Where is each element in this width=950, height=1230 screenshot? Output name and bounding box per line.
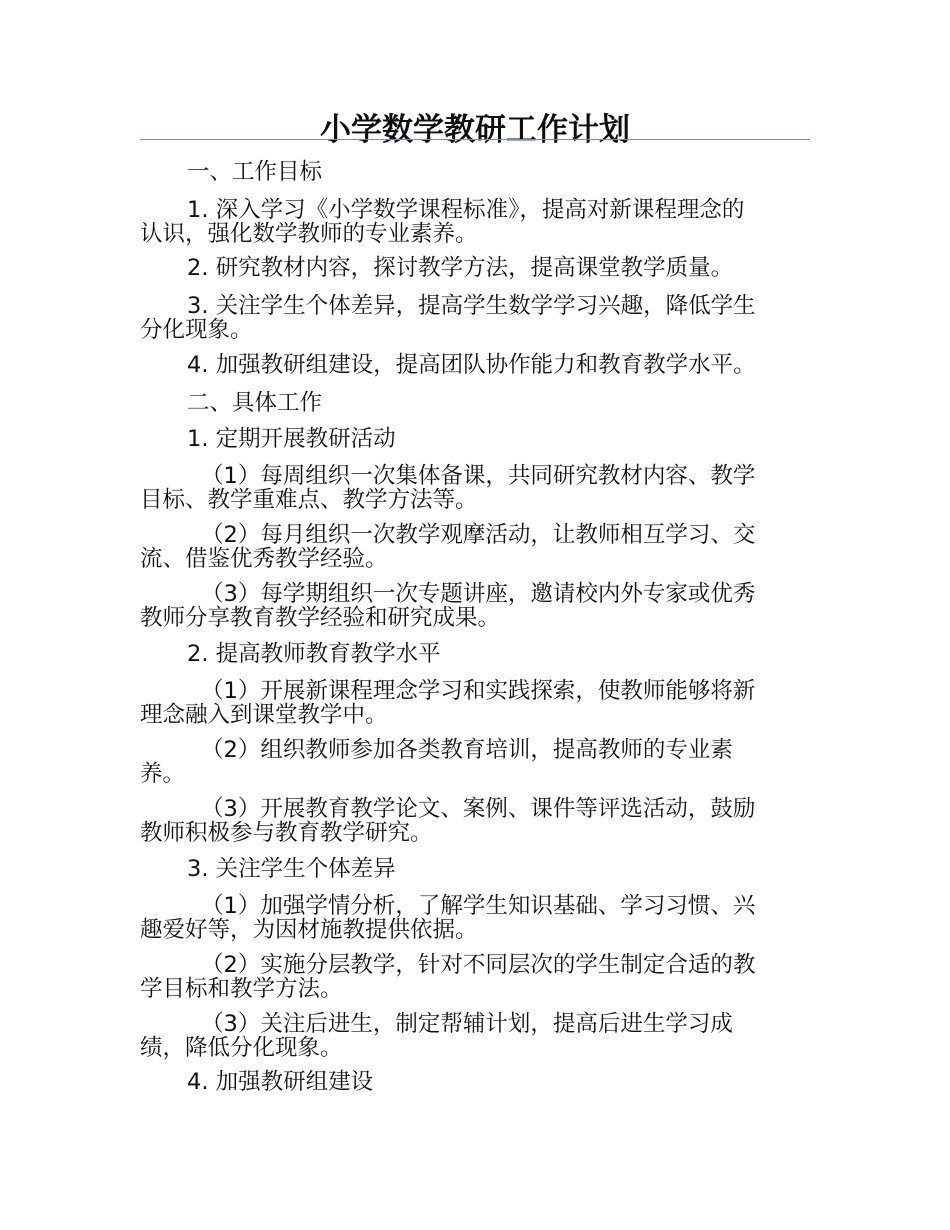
paragraph-line: （3）开展教育教学论文、案例、课件等评选活动，鼓励 <box>201 796 756 822</box>
paragraph-line: （2）每月组织一次教学观摩活动，让教师相互学习、交 <box>201 522 756 548</box>
paragraph-line: 理念融入到课堂教学中。 <box>140 702 388 728</box>
paragraph-line: 2. 研究教材内容，探讨教学方法，提高课堂教学质量。 <box>187 255 734 281</box>
section-heading: 一、工作目标 <box>187 159 323 185</box>
paragraph-line: （3）每学期组织一次专题讲座，邀请校内外专家或优秀 <box>201 581 756 607</box>
title-underline <box>140 139 810 140</box>
paragraph-line: （1）加强学情分析，了解学生知识基础、学习习惯、兴 <box>201 893 756 919</box>
paragraph-line: （2）实施分层教学，针对不同层次的学生制定合适的教 <box>201 952 756 978</box>
subsection-heading: 2. 提高教师教育教学水平 <box>187 641 441 667</box>
paragraph-line: 目标、教学重难点、教学方法等。 <box>140 487 478 513</box>
paragraph-line: 学目标和教学方法。 <box>140 976 343 1002</box>
paragraph-line: 认识，强化数学教师的专业素养。 <box>140 221 478 247</box>
paragraph-line: （1）每周组织一次集体备课，共同研究教材内容、教学 <box>201 463 756 489</box>
paragraph-line: （2）组织教师参加各类教育培训，提高教师的专业素 <box>201 737 733 763</box>
subsection-heading: 3. 关注学生个体差异 <box>187 856 396 882</box>
paragraph-line: 流、借鉴优秀教学经验。 <box>140 546 388 572</box>
paragraph-line: 养。 <box>140 761 186 787</box>
document-title: 小学数学教研工作计划 <box>320 112 630 148</box>
section-heading: 二、具体工作 <box>187 390 323 416</box>
paragraph-line: 趣爱好等，为因材施教提供依据。 <box>140 917 478 943</box>
paragraph-line: （3）关注后进生，制定帮辅计划，提高后进生学习成 <box>201 1011 733 1037</box>
paragraph-line: 4. 加强教研组建设，提高团队协作能力和教育教学水平。 <box>187 352 756 378</box>
paragraph-line: 3. 关注学生个体差异，提高学生数学学习兴趣，降低学生 <box>187 293 756 319</box>
paragraph-line: （1）开展新课程理念学习和实践探索，使教师能够将新 <box>201 678 756 704</box>
paragraph-line: 1. 深入学习《小学数学课程标准》，提高对新课程理念的 <box>187 197 745 223</box>
paragraph-line: 分化现象。 <box>140 317 253 343</box>
subsection-heading: 1. 定期开展教研活动 <box>187 426 396 452</box>
paragraph-line: 绩，降低分化现象。 <box>140 1035 343 1061</box>
subsection-heading: 4. 加强教研组建设 <box>187 1069 374 1095</box>
paragraph-line: 教师分享教育教学经验和研究成果。 <box>140 605 501 631</box>
paragraph-line: 教师积极参与教育教学研究。 <box>140 820 433 846</box>
